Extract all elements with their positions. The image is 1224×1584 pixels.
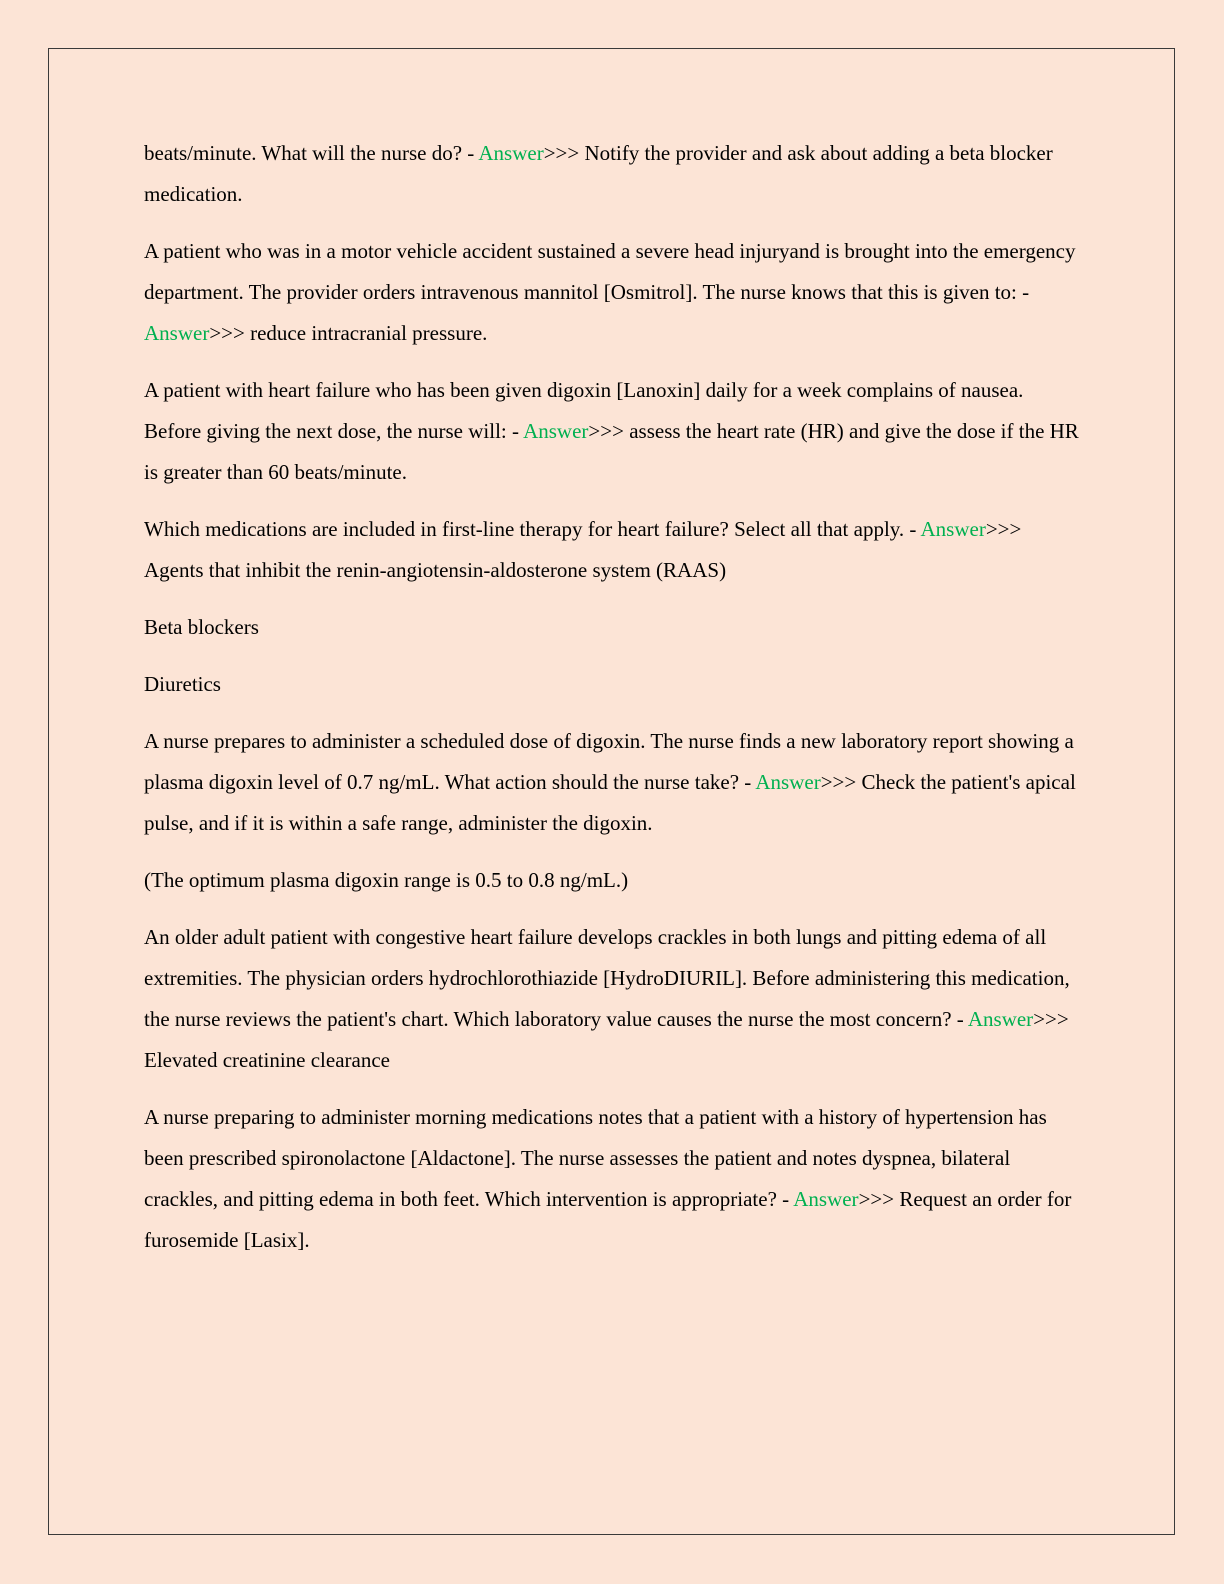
qa-paragraph [144, 370, 1084, 493]
question-text: An older adult patient with congestive heart failure develops crackles in both lungs and pitting edema of all extremities. The physician orders hydrochlorothiazide [HydroDIURIL]. Before administering this medication, the nurse reviews the patient's chart. Which laboratory value causes the nurse the most concern? - [144, 925, 1070, 1031]
qa-paragraph [144, 917, 1084, 1081]
question-text: A nurse preparing to administer morning medications notes that a patient with a history of hypertension has been prescribed spironolactone [Aldactone]. The nurse assesses the patient and notes dyspnea, bilateral crackles, and pitting edema in both feet. Which intervention is appropriate? - [144, 1105, 1047, 1211]
answer-label: Answer [144, 321, 210, 345]
answer-text: >>> Request an order for furosemide [Lasix]. [144, 1187, 1072, 1252]
question-text: A nurse prepares to administer a scheduled dose of digoxin. The nurse finds a new laboratory report showing a plasma digoxin level of 0.7 ng/mL. What action should the nurse take? - [144, 729, 1074, 794]
answer-text: >>> Elevated creatinine clearance [144, 1007, 1069, 1072]
question-text: A patient with heart failure who has been given digoxin [Lanoxin] daily for a week complains of nausea. Before giving the next dose, the nurse will: - [144, 378, 1024, 443]
document-content [49, 49, 1174, 1261]
answer-label: Answer [523, 419, 589, 443]
document-page [48, 48, 1175, 1535]
paragraph-text: Diuretics [144, 672, 221, 696]
answer-label: Answer [755, 770, 821, 794]
qa-paragraph [144, 231, 1084, 354]
qa-paragraph [144, 133, 1084, 215]
answer-text: >>> Notify the provider and ask about adding a beta blocker medication. [144, 141, 1053, 206]
answer-label: Answer [478, 141, 544, 165]
qa-paragraph [144, 1097, 1084, 1261]
answer-text: >>> reduce intracranial pressure. [209, 321, 488, 345]
paragraph-text: Beta blockers [144, 615, 259, 639]
answer-text: >>> Check the patient's apical pulse, and if it is within a safe range, administer the digoxin. [144, 770, 1076, 835]
answer-label: Answer [793, 1187, 859, 1211]
answer-text: >>> assess the heart rate (HR) and give the dose if the HR is greater than 60 beats/minute. [144, 419, 1079, 484]
question-text: beats/minute. What will the nurse do? - [144, 141, 479, 165]
answer-label: Answer [920, 517, 986, 541]
paragraph-text: (The optimum plasma digoxin range is 0.5 to 0.8 ng/mL.) [144, 868, 629, 892]
answer-text: >>> Agents that inhibit the renin-angiotensin-aldosterone system (RAAS) [144, 517, 1022, 582]
qa-paragraph [144, 509, 1084, 591]
note-paragraph [144, 860, 1084, 901]
qa-paragraph [144, 721, 1084, 844]
answer-option-paragraph [144, 664, 1084, 705]
question-text: Which medications are included in first-line therapy for heart failure? Select all that apply. - [144, 517, 921, 541]
question-text: A patient who was in a motor vehicle accident sustained a severe head injuryand is brought into the emergency department. The provider orders intravenous mannitol [Osmitrol]. The nurse knows that this is given to: - [144, 239, 1076, 304]
answer-option-paragraph [144, 607, 1084, 648]
answer-label: Answer [967, 1007, 1034, 1031]
